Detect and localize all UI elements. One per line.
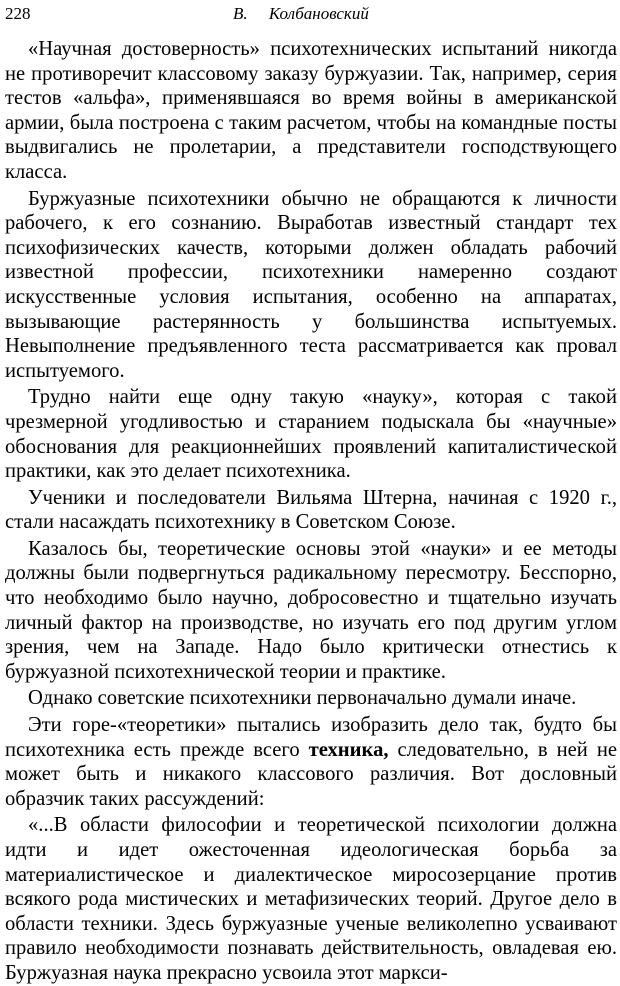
paragraph-8-quote: «...В области философии и теоретической психологии должна идти и идет ожесточенная идеологическая борьба за материалистическое и диалектическое миросозерцание против всякого рода мистических и метафизических теорий. Другое дело в области техники. Здесь буржуазные ученые великолепно усваивают правило необходимости познавать действительность, овладевая ею. Буржуазная наука прекрасно усвоила этот маркси- [5,814,617,984]
paragraph-6: Однако советские психотехники первоначально думали иначе. [28,687,577,710]
paragraph-3: Трудно найти еще одну такую «науку», которая с такой чрезмерной угодливостью и старанием подыскала бы «научные» обоснования для реакционнейших проявлений капиталистической практики, как это делает психотехника. [5,386,617,483]
paragraph-7-start: Эти горе-«теоретики» пытались изобразить дело так, будто бы психотехника есть прежде всего [5,714,617,761]
paragraph-2: Буржуазные психотехники обычно не обращаются к личности рабочего, к его сознанию. Выработав известный стандарт тех психофизических качеств, которыми должен обладать рабочий известной профессии, психотехники намеренно создают искусственные условия испытания, особенно на аппаратах, вызывающие растерянность у большинства испытуемых. Невыполнение предъявленного теста рассматривается как провал испытуемого. [5,187,617,382]
paragraph-5: Казалось бы, теоретические основы этой «науки» и ее методы должны были подвергнуться радикальному пересмотру. Бесспорно, что необходимо было научно, добросовестно и тщательно изучать личный фактор на производстве, но изучать его под другим углом зрения, чем на Западе. Надо было критически отнестись к буржуазной психотехнической теории и практике. [5,537,617,683]
running-title-author: В. Колбановский [233,4,369,23]
paragraph-7-end: следовательно, в ней не может быть и никакого классового различия. Вот дословный образчик таких рассуждений: [5,738,617,810]
page-number: 228 [5,4,31,23]
running-head [5,0,617,28]
bold-term: техника, [308,738,389,761]
book-page [5,0,617,984]
paragraph-7 [5,713,617,811]
paragraph-1: «Научная достоверность» психотехнических испытаний никогда не противоречит классовому заказу буржуазии. Так, например, серия тестов «альфа», применявшаяся во время войны в американской армии, была построена с таким расчетом, чтобы на командные посты выдвигались не пролетарии, а представители господствующего класса. [5,38,617,183]
paragraph-4: Ученики и последователи Вильяма Штерна, начиная с 1920 г., стали насаждать психотехнику в Советском Союзе. [5,486,617,534]
body-text [5,37,617,986]
